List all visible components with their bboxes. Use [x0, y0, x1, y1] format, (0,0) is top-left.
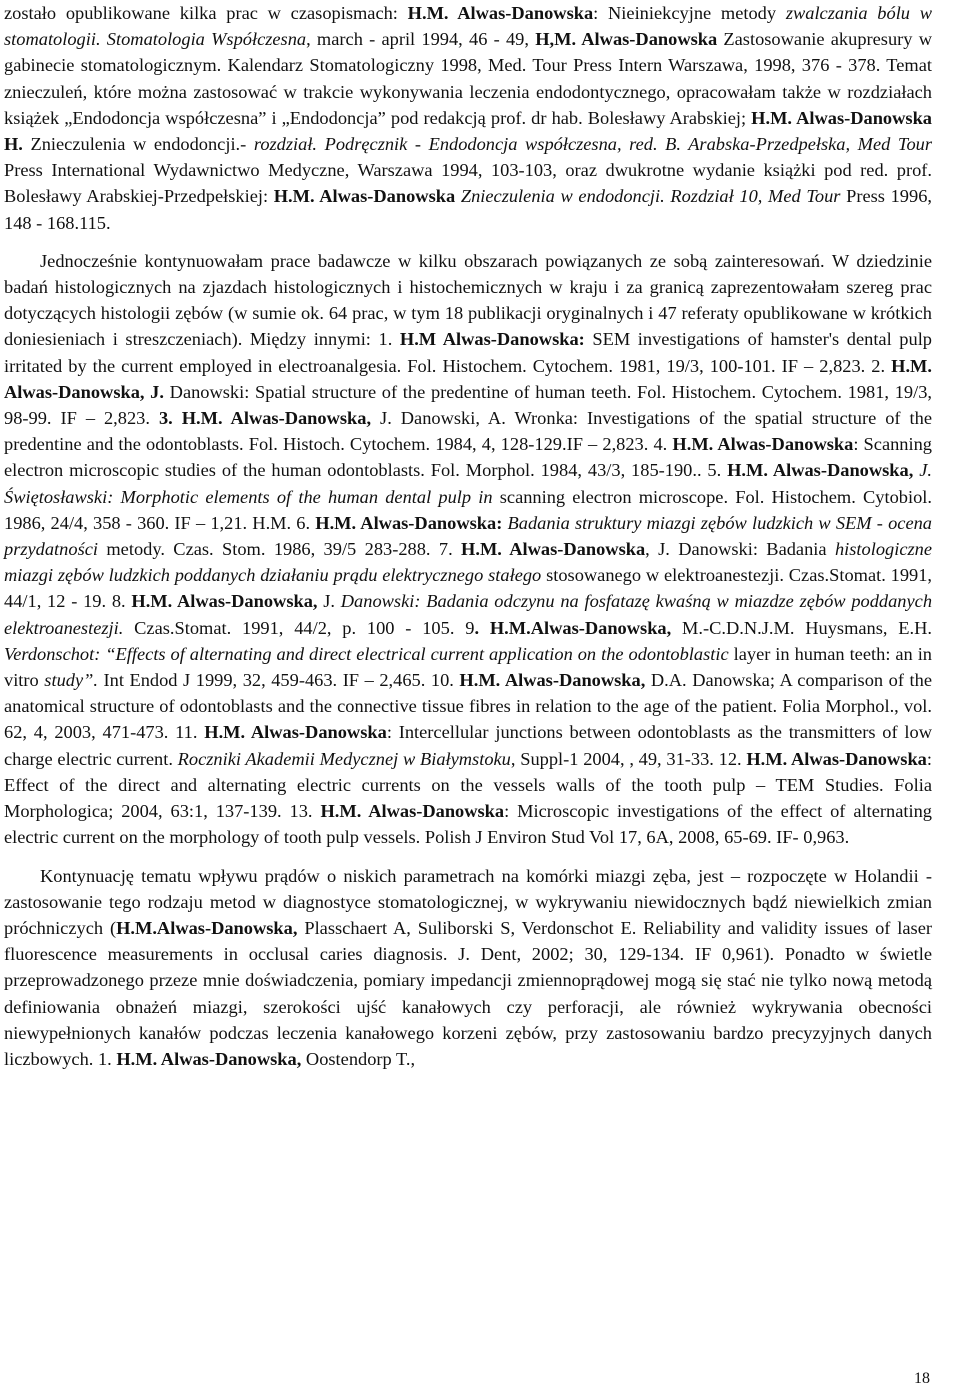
author-name: H.M. Alwas-Danowska, [727, 460, 914, 481]
author-name: H.M. Alwas-Danowska [204, 722, 387, 743]
author-name: H.M. Alwas-Danowska [672, 434, 854, 455]
text-run: Czas.Stomat. 1991, 44/2, p. 100 - 105. 9 [123, 617, 475, 638]
paragraph-3 [4, 863, 932, 1073]
author-name: H.M. Alwas-Danowska [461, 539, 646, 560]
document-body [4, 0, 932, 1072]
document-page [4, 0, 932, 1072]
text-run: layer in human teeth: an in vitro [4, 643, 932, 691]
author-name: H.M Alwas-Danowska: [399, 329, 585, 350]
italic-text: Badania struktury miazgi zębów ludzkich w SEM - ocena przydatności [4, 512, 932, 560]
text-run: stosowanego w elektroanestezji. Czas.Stomat. 1991, 44/1, 12 - 19. 8. [4, 565, 932, 612]
text-run: D.A. Danowska; A comparison of the anatomical structure of odontoblasts and the connective tissue fibres in relation to the age of the patient. Folia Morphol., vol. 62, 4, 2003, 471-473. 11. [4, 670, 932, 743]
author-name: H.M.Alwas-Danowska, [116, 917, 298, 938]
italic-text: study”. [44, 670, 98, 691]
text-run: Zastosowanie akupresury w gabinecie stomatologicznym. Kalendarz Stomatologiczny 1998, Med. Tour Press Intern Warszawa, 1998, 376 - 378. Temat znieczuleń, które można zastosować w trakcie wykonywania leczenia endodontycznego, opracowałam także w rozdziałach książek „Endodoncja współczesna” i „Endodoncja” pod redakcją prof. dr hab. Bolesławy Arabskiej; [4, 29, 932, 128]
italic-text: J. Świętosławski: Morphotic elements of the human dental pulp in [4, 460, 932, 507]
text-run: , Suppl-1 2004, , 49, 31-33. 12. [510, 748, 747, 769]
text-run: metody. Czas. Stom. 1986, 39/5 283-288. 7. [98, 539, 462, 560]
text-run: Oostendorp T., [301, 1048, 416, 1069]
italic-text: histologiczne miazgi zębów ludzkich poddanych działaniu prądu elektrycznego stałego [4, 539, 932, 586]
text-run: : Effect of the direct and alternating electric currents on the vessels walls of the tooth pulp – TEM Studies. Folia Morphologica; 2004, 63:1, 137-139. 13. [4, 748, 932, 822]
text-run: M.-C.D.N.J.M. Huysmans, E.H. [671, 617, 933, 638]
author-name: H.M. Alwas-Danowska, J. [4, 355, 932, 402]
text-run: zostało opublikowane kilka prac w czasopismach: [4, 3, 408, 23]
paragraph-2 [4, 248, 932, 851]
author-name: . H.M.Alwas-Danowska, [474, 617, 672, 638]
author-name: H.M. Alwas-Danowska [273, 186, 456, 207]
author-name: H.M. Alwas-Danowska, [459, 670, 646, 691]
italic-text: Znieczulenia w endodoncji. Rozdział 10, Med Tour [460, 186, 841, 207]
text-run: Kontynuację tematu wpływu prądów o niskich parametrach na komórki miazgi zęba, jest – rozpoczęte w Holandii - zastosowanie tego rodzaju metod w diagnostyce stomatologicznej, w wykrywaniu niewidocznych bądź niewielkich zmian próchniczych ( [4, 865, 932, 938]
paragraph-1 [4, 0, 932, 236]
text-run: Znieczulenia w endodoncji.- [22, 134, 254, 155]
text-run: SEM investigations of hamster's dental pulp irritated by the current employed in electroanalgesia. Fol. Histochem. Cytochem. 1981, 19/3, 100-101. IF – 2,823. 2. [4, 329, 932, 376]
italic-text: Roczniki Akademii Medycznej w Białymstoku [177, 748, 511, 769]
text-run: , march - april 1994, 46 - 49, [306, 29, 536, 50]
author-name: H.M. Alwas-Danowska [407, 3, 594, 23]
text-run: : Microscopic investigations of the effect of alternating electric current on the morphology of tooth pulp vessels. Polish J Environ Stud Vol 17, 6A, 2008, 65-69. IF- 0,963. [4, 801, 932, 848]
author-name: H.M. Alwas-Danowska [320, 801, 505, 822]
text-run: J. [317, 591, 341, 612]
italic-text: Danowski: Badania odczynu na fosfatazę kwaśną w miazdze zębów poddanych elektroanestezji. [4, 591, 933, 638]
text-run: J. Danowski, A. Wronka: Investigations of the spatial structure of the predentine and the odontoblasts. Fol. Histoch. Cytochem. 1984, 4, 128-129.IF – 2,823. 4. [4, 408, 932, 455]
page-number: 18 [914, 1370, 930, 1387]
text-run: Press 1996, 148 - 168.115. [4, 186, 932, 233]
italic-text: rozdział. Podręcznik - Endodoncja współczesna, red. B. Arabska-Przedpełska, Med Tour [253, 134, 932, 155]
author-name: H.M. Alwas-Danowska H. [4, 107, 932, 155]
text-run: Plasschaert A, Suliborski S, Verdonschot E. Reliability and validity issues of laser fluorescence measurements in occlusal caries diagnosis. J. Dent, 2002; 30, 129-134. IF 0,961). Ponadto w świetle przeprowadzonego przeze mnie doświadczenia, pomiary impedancji zmiennoprądowej mogą się stać nie tylko nową metodą definiowania obnażeń miazgi, szerokości ujść kanałowych czy perforacji, ale również wykrywania obecności niewypełnionych kanałów podczas leczenia kanałowego korzeni zębów, przy zastosowaniu bardzo precyzyjnych danych liczbowych. 1. [4, 917, 932, 1069]
italic-text: zwalczania bólu w stomatologii. Stomatologia Współczesna [4, 3, 933, 50]
text-run: : Scanning electron microscopic studies of the human odontoblasts. Fol. Morphol. 1984, 43/3, 185-190.. 5. [4, 434, 932, 481]
author-name: H.M. Alwas-Danowska: [315, 512, 503, 533]
author-name: H.M. Alwas-Danowska, [116, 1048, 302, 1069]
text-run: scanning electron microscope. Fol. Histochem. Cytobiol. 1986, 24/4, 358 - 360. IF – 1,21. H.M. 6. [4, 486, 932, 533]
text-run: Danowski: Spatial structure of the predentine of human teeth. Fol. Histochem. Cytochem. 1981, 19/3, 98-99. IF – 2,823. [4, 381, 932, 429]
text-run: : Nieiniekcyjne metody [593, 3, 786, 23]
italic-text: Verdonschot: “Effects of alternating and direct electrical current application on the odontoblastic [4, 643, 729, 664]
author-name: H.M. Alwas-Danowska [746, 748, 927, 769]
author-name: H.M. Alwas-Danowska, [131, 591, 318, 612]
author-name: H,M. Alwas-Danowska [535, 29, 718, 50]
text-run: Press International Wydawnictwo Medyczne, Warszawa 1994, 103-103, oraz dwukrotne wydanie książki pod red. prof. Bolesławy Arabskiej-Przedpełskiej: [4, 160, 932, 207]
text-run: Int Endod J 1999, 32, 459-463. IF – 2,465. 10. [97, 670, 460, 691]
text-run: : Intercellular junctions between odontoblasts as the transmitters of low charge electric current. [4, 722, 932, 769]
text-run: Jednocześnie kontynuowałam prace badawcze w kilku obszarach powiązanych ze sobą zainteresowań. W dziedzinie badań histologicznych na zjazdach histologicznych i histochemicznych w kraju i za granicą zaprezentowałam szereg prac dotyczących histologii zębów (w sumie ok. 64 prac, w tym 18 publikacji oryginalnych i 47 referaty opublikowane w krótkich doniesieniach i streszczeniach). Między innymi: 1. [4, 250, 932, 350]
text-run: , J. Danowski: Badania [645, 539, 835, 560]
author-name: 3. H.M. Alwas-Danowska, [158, 408, 372, 429]
